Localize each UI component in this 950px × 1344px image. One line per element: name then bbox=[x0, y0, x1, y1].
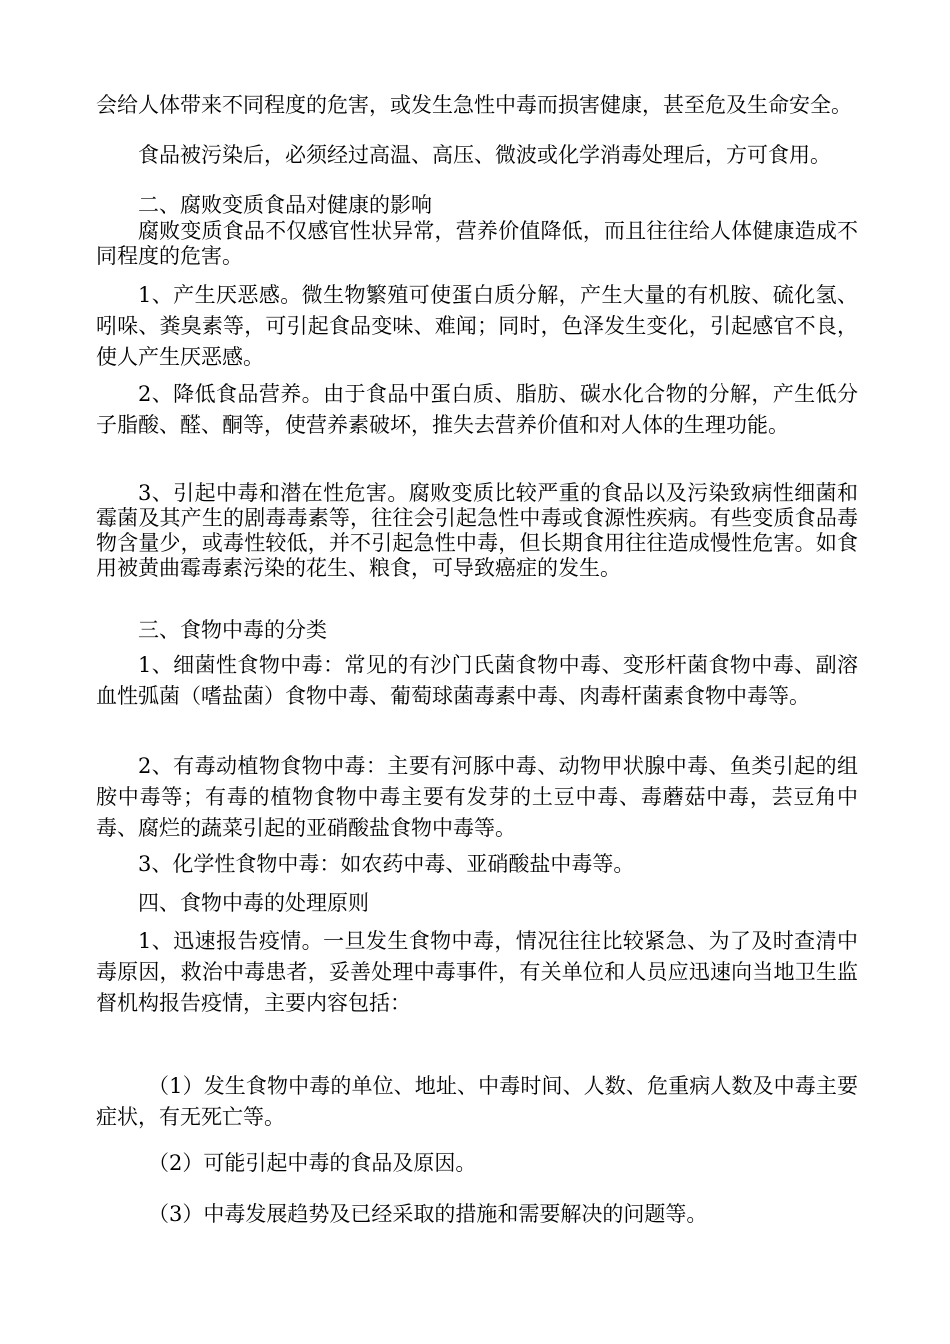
section-heading-2: 二、腐败变质食品对健康的影响 bbox=[138, 193, 432, 217]
sub-item-2: （2）可能引起中毒的食品及原因。 bbox=[148, 1151, 477, 1175]
paragraph-intro-continuation: 会给人体带来不同程度的危害，或发生急性中毒而损害健康，甚至危及生命安全。 bbox=[96, 93, 852, 117]
paragraph-disinfection: 食品被污染后，必须经过高温、高压、微波或化学消毒处理后，方可食用。 bbox=[138, 143, 831, 167]
sub-item-3: （3）中毒发展趋势及已经采取的措施和需要解决的问题等。 bbox=[148, 1202, 708, 1226]
list-item-disgust: 1、产生厌恶感。微生物繁殖可使蛋白质分解，产生大量的有机胺、硫化氢、吲哚、粪臭素等，可引起食品变味、难闻；同时，色泽发生变化，引起感官不良，使人产生厌恶感。 bbox=[96, 283, 858, 369]
list-item-nutrition: 2、降低食品营养。由于食品中蛋白质、脂肪、碳水化合物的分解，产生低分子脂酸、醛、酮等，使营养素破坏，推失去营养价值和对人体的生理功能。 bbox=[96, 382, 858, 437]
list-item-toxic-plants-animals: 2、有毒动植物食物中毒：主要有河豚中毒、动物甲状腺中毒、鱼类引起的组胺中毒等；有毒的植物食物中毒主要有发芽的土豆中毒、毒蘑菇中毒，芸豆角中毒、腐烂的蔬菜引起的亚硝酸盐食物中毒等。 bbox=[96, 754, 858, 840]
list-item-chemical: 3、化学性食物中毒：如农药中毒、亚硝酸盐中毒等。 bbox=[138, 852, 635, 876]
section-heading-3: 三、食物中毒的分类 bbox=[138, 618, 327, 642]
list-item-bacterial: 1、细菌性食物中毒：常见的有沙门氏菌食物中毒、变形杆菌食物中毒、副溶血性弧菌（嗜盐菌）食物中毒、葡萄球菌毒素中毒、肉毒杆菌素食物中毒等。 bbox=[96, 653, 858, 708]
section-heading-4: 四、食物中毒的处理原则 bbox=[138, 891, 369, 915]
list-item-report: 1、迅速报告疫情。一旦发生食物中毒，情况往往比较紧急、为了及时查清中毒原因，救治中毒患者，妥善处理中毒事件，有关单位和人员应迅速向当地卫生监督机构报告疫情，主要内容包括： bbox=[96, 929, 858, 1015]
list-item-poisoning-hazard: 3、引起中毒和潜在性危害。腐败变质比较严重的食品以及污染致病性细菌和霉菌及其产生的剧毒毒素等，往往会引起急性中毒或食源性疾病。有些变质食品毒物含量少，或毒性较低，并不引起急性中毒，但长期食用往往造成慢性危害。如食用被黄曲霉毒素污染的花生、粮食，可导致癌症的发生。 bbox=[96, 481, 858, 580]
sub-item-1: （1）发生食物中毒的单位、地址、中毒时间、人数、危重病人数及中毒主要症状，有无死亡等。 bbox=[96, 1074, 858, 1129]
paragraph-spoilage-intro: 腐败变质食品不仅感官性状异常，营养价值降低，而且往往给人体健康造成不同程度的危害。 bbox=[96, 219, 858, 268]
